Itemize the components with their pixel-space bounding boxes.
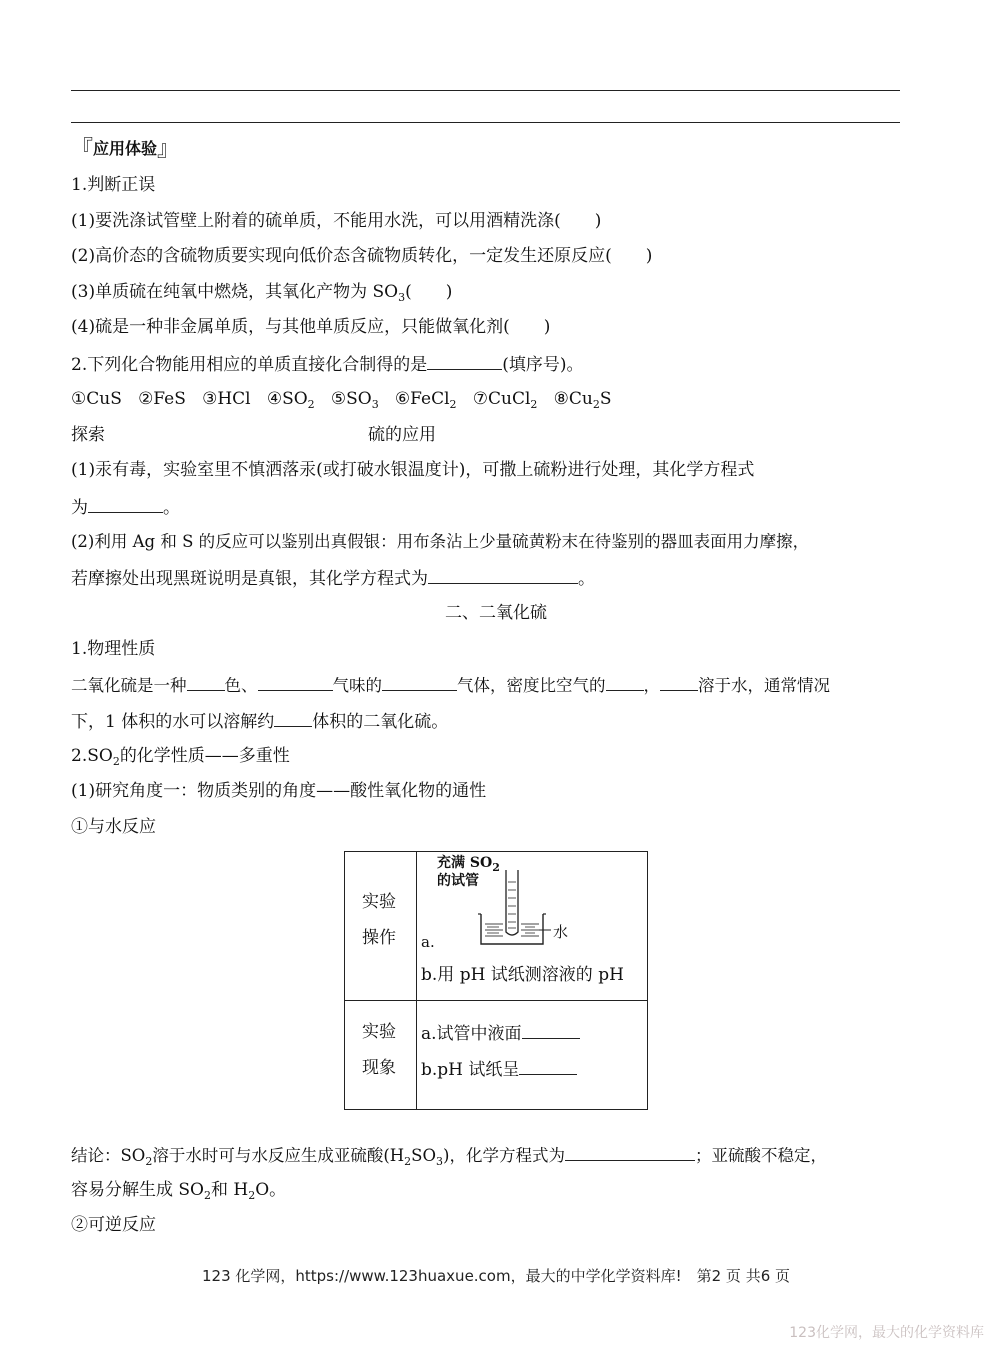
phys-line-2: 下，1 体积的水可以溶解约 体积的二氧化硫。 (71, 708, 448, 734)
diagram-label-2: 的试管 (437, 873, 479, 889)
explore-label: 探索 (71, 425, 105, 445)
ph-a: a.试管中液面 (421, 1020, 580, 1046)
top-rule-1 (71, 90, 900, 91)
chem-title: $2.SO_2$的化学性质——多重性 (71, 746, 290, 768)
explore-p1-line2: 为 。 (71, 494, 180, 520)
answer-blank[interactable] (522, 1020, 580, 1039)
ph-label-2: 现象 (362, 1058, 396, 1078)
reversible-reaction: ②可逆反应 (71, 1215, 156, 1235)
answer-blank[interactable] (606, 672, 644, 691)
conclusion-line-2: 容易分解生成 $SO_2$和 $H_2O$。 (71, 1180, 287, 1202)
table-divider-vertical (416, 852, 417, 1109)
answer-blank[interactable] (565, 1142, 695, 1161)
explore-title: 硫的应用 (368, 425, 436, 445)
answer-blank[interactable] (428, 565, 578, 584)
q1-item-1: (1)要洗涤试管壁上附着的硫单质，不能用水洗，可以用酒精洗涤( ) (71, 211, 602, 231)
q1-item-4: (4)硫是一种非金属单质，与其他单质反应，只能做氧化剂( ) (71, 317, 551, 337)
answer-blank[interactable] (382, 672, 457, 691)
answer-blank[interactable] (187, 672, 225, 691)
answer-blank[interactable] (519, 1056, 577, 1075)
react-water: ①与水反应 (71, 817, 156, 837)
op-b: b.用 pH 试纸测溶液的 pH (421, 965, 624, 985)
op-a: a. (421, 933, 435, 951)
ph-b: b.pH 试纸呈 (421, 1056, 577, 1082)
phys-title: 1.物理性质 (71, 639, 156, 659)
answer-blank[interactable] (88, 494, 163, 513)
diagram-label-1: 充满 $SO_2$ (437, 855, 500, 874)
angle-1: (1)研究角度一：物质类别的角度——酸性氧化物的通性 (71, 781, 487, 801)
explore-p2-line2: 若摩擦处出现黑斑说明是真银，其化学方程式为 。 (71, 565, 595, 591)
answer-blank[interactable] (258, 672, 333, 691)
explore-p1-line1: (1)汞有毒，实验室里不慎洒落汞(或打破水银温度计)，可撒上硫粉进行处理，其化学方程式 (71, 460, 755, 480)
q1-title: 1.判断正误 (71, 175, 156, 195)
answer-blank[interactable] (274, 708, 312, 727)
answer-blank[interactable] (427, 351, 502, 370)
page-footer: 123 化学网，https://www.123huaxue.com，最大的中学化学资料库! 第2 页 共6 页 (201, 1267, 791, 1285)
ph-label-1: 实验 (362, 1022, 396, 1042)
top-rule-2 (71, 122, 900, 123)
op-label-1: 实验 (362, 892, 396, 912)
explore-p2-line1: (2)利用 Ag 和 S 的反应可以鉴别出真假银：用布条沾上少量硫黄粉末在待鉴别的器皿表面用力摩擦， (71, 532, 810, 551)
experiment-table (344, 851, 648, 1110)
water-label: 水 (553, 923, 569, 941)
op-label-2: 操作 (362, 928, 396, 948)
section-title-so2: 二、二氧化硫 (445, 603, 547, 623)
q1-item-3: (3)单质硫在纯氧中燃烧，其氧化产物为 $SO_3$( ) (71, 282, 453, 304)
q2-title: 2.下列化合物能用相应的单质直接化合制得的是 (填序号)。 (71, 351, 584, 377)
q1-item-2: (2)高价态的含硫物质要实现向低价态含硫物质转化，一定发生还原反应( ) (71, 246, 653, 266)
table-divider-horizontal (345, 1000, 647, 1001)
q2-options: ①CuS ②FeS ③HCl $④SO_2$ $⑤SO_3$ ⑥FeCl$_2$ ⑦CuCl$_2$ $⑧Cu_2S$ (71, 389, 612, 411)
answer-blank[interactable] (660, 672, 698, 691)
section-heading-app: 『应用体验』 (71, 137, 180, 162)
phys-line-1: 二氧化硫是一种 色、 气味的 气体，密度比空气的 ， 溶于水，通常情况 (71, 672, 830, 698)
conclusion-line-1: 结论：$SO_2$溶于水时可与水反应生成亚硫酸$(H_2SO_3)$，化学方程式为 ；亚硫酸不稳定， (71, 1142, 827, 1168)
watermark: 123化学网，最大的化学资料库 (789, 1325, 984, 1341)
